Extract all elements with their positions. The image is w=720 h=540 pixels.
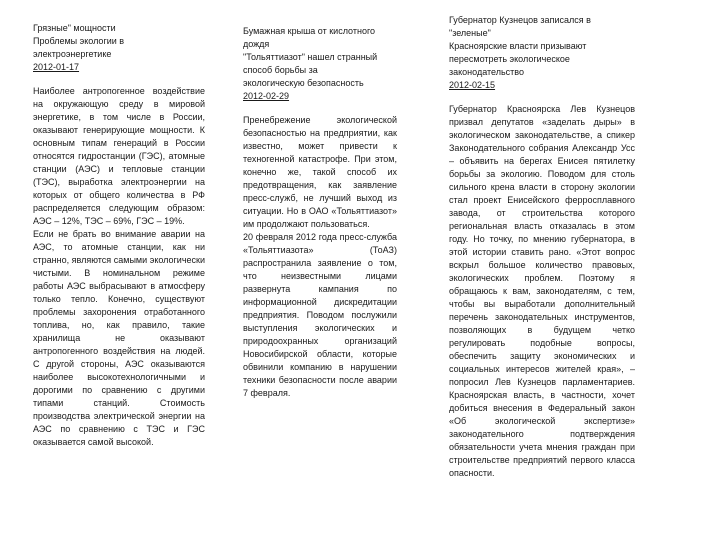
article-paragraph: Губернатор Красноярска Лев Кузнецов призвал депутатов «заделать дыры» в экологическом законодательстве, а спикер Законодательного собрания Александр Усс – объявить на берегах Енисея пятилетку борьбы за экологию. Поводом для столь сильного крена власти в сторону экологии стал проект Енисейского ферросплавного завода, от строительства которого региональная власть отказалась в этом году. Но точку, по мнению губернатора, в этой истории ставить рано. «Этот вопрос вскрыл большое количество правовых, экологических проблем. Поэтому я обращаюсь к вам, законодателям, с тем, чтобы вы выработали дополнительный перечень законодательных инструментов, позволяющих в будущем четко регулировать подобные вопросы, обеспечить защиту экономических и социальных интересов жителей края», – попросил Лев Кузнецов парламентариев. Красноярская власть, в частности, хочет добиться внесения в Федеральный закон «Об экологической экспертизе» законодательного подтверждения обязательности учета мнения граждан при строительстве предприятий первого класса опасности.	[449, 104, 635, 478]
article-column-3	[449, 14, 635, 480]
title-line: Губернатор Кузнецов записался в	[449, 15, 591, 25]
article-title	[33, 22, 205, 61]
title-line: "Тольяттиазот" нашел странный	[243, 52, 378, 62]
article-paragraph: 20 февраля 2012 года пресс-служба «Тольяттиазота» (ТоАЗ) распространила заявление о том, что неизвестными лицами развернута кампания по информационной дискредитации предприятия. Поводом послужили выступления экологических и природоохранных организаций Новосибирской области, которые обвинили компанию в нарушении техники безопасности после аварии 7 февраля.	[243, 232, 397, 398]
title-line: способ борьбы за	[243, 65, 318, 75]
title-line: Проблемы экологии в	[33, 36, 125, 46]
title-line: "зеленые"	[449, 28, 491, 38]
article-date: 2012-01-17	[33, 62, 80, 72]
article-paragraph: Если не брать во внимание аварии на АЭС, то атомные станции, как ни странно, являются самыми экологически чистыми. В номинальном режиме работы АЭС выбрасывают в атмосферу только тепло. Конечно, существуют проблемы захоронения отработанного топлива, но, как правило, такие хранилища не оказывают антропогенного воздействия на людей. С другой стороны, АЭС оказываются наиболее высокотехнологичными и дорогими по сравнению с другими типами станций. Стоимость производства электрической энергии на АЭС по сравнению с ТЭС и ГЭС оказывается самой высокой.	[33, 229, 205, 447]
article-date: 2012-02-29	[243, 91, 290, 101]
article-column-1	[33, 22, 205, 449]
title-line: Бумажная крыша от кислотного	[243, 26, 376, 36]
title-line: электроэнергетике	[33, 49, 112, 59]
article-date: 2012-02-15	[449, 80, 496, 90]
article-paragraph: Наиболее антропогенное воздействие на окружающую среду в мировой энергетике, в том числе в России, оказывают генерирующие мощности. К основным типам генераций в России относятся гидростанции (ГЭС), атомные станции (АЭС) и тепловые станции (ТЭС), выработка электроэнергии на которых от общего количества в РФ распределяется следующим образом: АЭС – 12%, ТЭС – 69%, ГЭС – 19%.	[33, 86, 205, 226]
article-title	[449, 14, 635, 79]
title-line: законодательство	[449, 67, 524, 77]
title-line: пересмотреть экологическое	[449, 54, 570, 64]
article-title	[243, 25, 397, 90]
article-paragraph: Пренебрежение экологической безопасностью на предприятии, как известно, может привести к техногенной катастрофе. При этом, конечно же, такой способ их предотвращения, как заявление пресс-служб, не лучший выход из ситуации. Но в ОАО «Тольяттиазот» им продолжают пользоваться.	[243, 115, 397, 229]
title-line: дождя	[243, 39, 270, 49]
title-line: экологическую безопасность	[243, 78, 364, 88]
title-line: Грязные" мощности	[33, 23, 116, 33]
article-column-2	[243, 25, 397, 400]
title-line: Красноярские власти призывают	[449, 41, 587, 51]
